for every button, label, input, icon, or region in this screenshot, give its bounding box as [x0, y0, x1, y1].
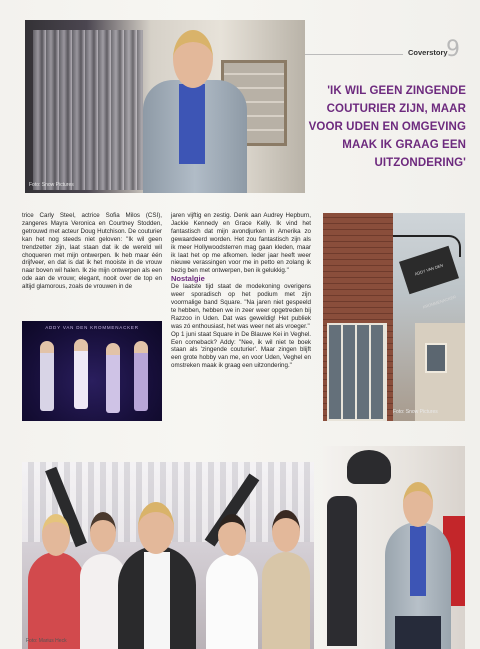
page-number: 9	[446, 37, 460, 62]
header-rule	[303, 54, 403, 55]
head	[403, 482, 433, 527]
text-column-1	[22, 212, 162, 291]
nostalgie-subhead: Nostalgie	[171, 274, 205, 284]
model-figure	[40, 341, 54, 411]
model-figure	[74, 339, 88, 409]
shirt	[410, 526, 426, 596]
head	[90, 512, 116, 552]
photo-credit-street: Foto: Snow Pictures	[393, 409, 438, 415]
shop-sign: ADDY VAN DEN KROMMENACKER	[399, 246, 459, 294]
designer-portrait-photo	[25, 20, 305, 193]
photo-credit-top: Foto: Snow Pictures	[29, 182, 74, 188]
trousers	[395, 616, 441, 649]
section-label: Coverstory	[408, 48, 448, 57]
head	[218, 514, 246, 556]
text-column-2	[171, 212, 311, 370]
pull-quote: 'IK WIL GEEN ZINGENDE COUTURIER ZIJN, MAAR VOOR UDEN EN OMGEVING MAAK IK GRAAG EEN UITZONDERING'	[308, 85, 466, 169]
woman-beige-dress	[262, 552, 310, 649]
runway-photo	[22, 321, 162, 421]
column2-paragraph-3: Op 1 juni staat Square in De Blauwe Kei in Veghel. Een comeback? Addy: "Nee, ik wil niet te boek staan als 'zingende couturier'. Maar zingen blijft een grote hobby van me, en voor Uden, Veghel en omstreken maak ik graag een uitzondering."	[171, 330, 311, 370]
dark-gown	[327, 496, 357, 646]
clothing-rack	[33, 30, 143, 190]
column2-paragraph-1: jaren vijftig en zestig. Denk aan Audrey Hepburn, Jackie Kennedy en Grace Kelly. Ik vind het fantastisch dat mijn avondjurken in Amerika zo gewaardeerd worden. Het zou fantastisch zijn als ik meer Hollywoodsterren mag gaan kleden, maar ik laat het op me afkomen. Ieder jaar heeft weer nieuwe verassingen voor me in petto en zolang ik bezig ben met ontwerpen, ben ik gelukkig."	[171, 212, 311, 275]
photo-credit-bottom: Foto: Marius Heck	[26, 638, 67, 644]
column1-text: trice Carly Steel, actrice Sofia Milos (CSI), zangeres Mayra Veronica en Courtney Stodden, getrouwd met acteur Doug Hutchison. De couturier kan het nog steeds niet geloven: "Ik wil geen trendzetter zijn, laat staan dat ik de wereld wil choqueren met mijn ontwerpen. Ik heb maar één drijfveer, en dat is dat ik het mooiste in de vrouw naar boven wil halen. Ik zie mijn ontwerpen als een ode aan de vrouw; elegant, nooit over de top en altijd glamorous, zoals de vrouwen in de	[22, 212, 162, 291]
lamp	[347, 450, 391, 484]
designer-figure	[135, 24, 255, 193]
shirt	[144, 552, 170, 649]
head	[42, 514, 70, 556]
designer-standing-photo	[323, 446, 465, 649]
celebration-photo	[22, 462, 314, 649]
woman-red-dress	[28, 552, 84, 649]
column2-paragraph-2: De laatste tijd staat de modekoning overigens weer sporadisch op het podium met zijn voormalige band Square. "Na jaren niet gespeeld te hebben, hebben we in zeer weer opgetreden bij Razzoo in Uden. Dat was geweldig! Het publiek was zó enthousiast, het was weer net als vroeger."	[171, 283, 311, 330]
woman-white-dress	[206, 554, 258, 649]
shop-window	[327, 323, 387, 421]
storefront-photo	[323, 213, 465, 421]
head	[138, 502, 174, 554]
head	[272, 510, 300, 552]
building-window	[425, 343, 447, 373]
runway-photo-title: ADDY VAN DEN KROMMENACKER	[45, 325, 139, 330]
model-figure	[106, 343, 120, 413]
model-figure	[134, 341, 148, 411]
